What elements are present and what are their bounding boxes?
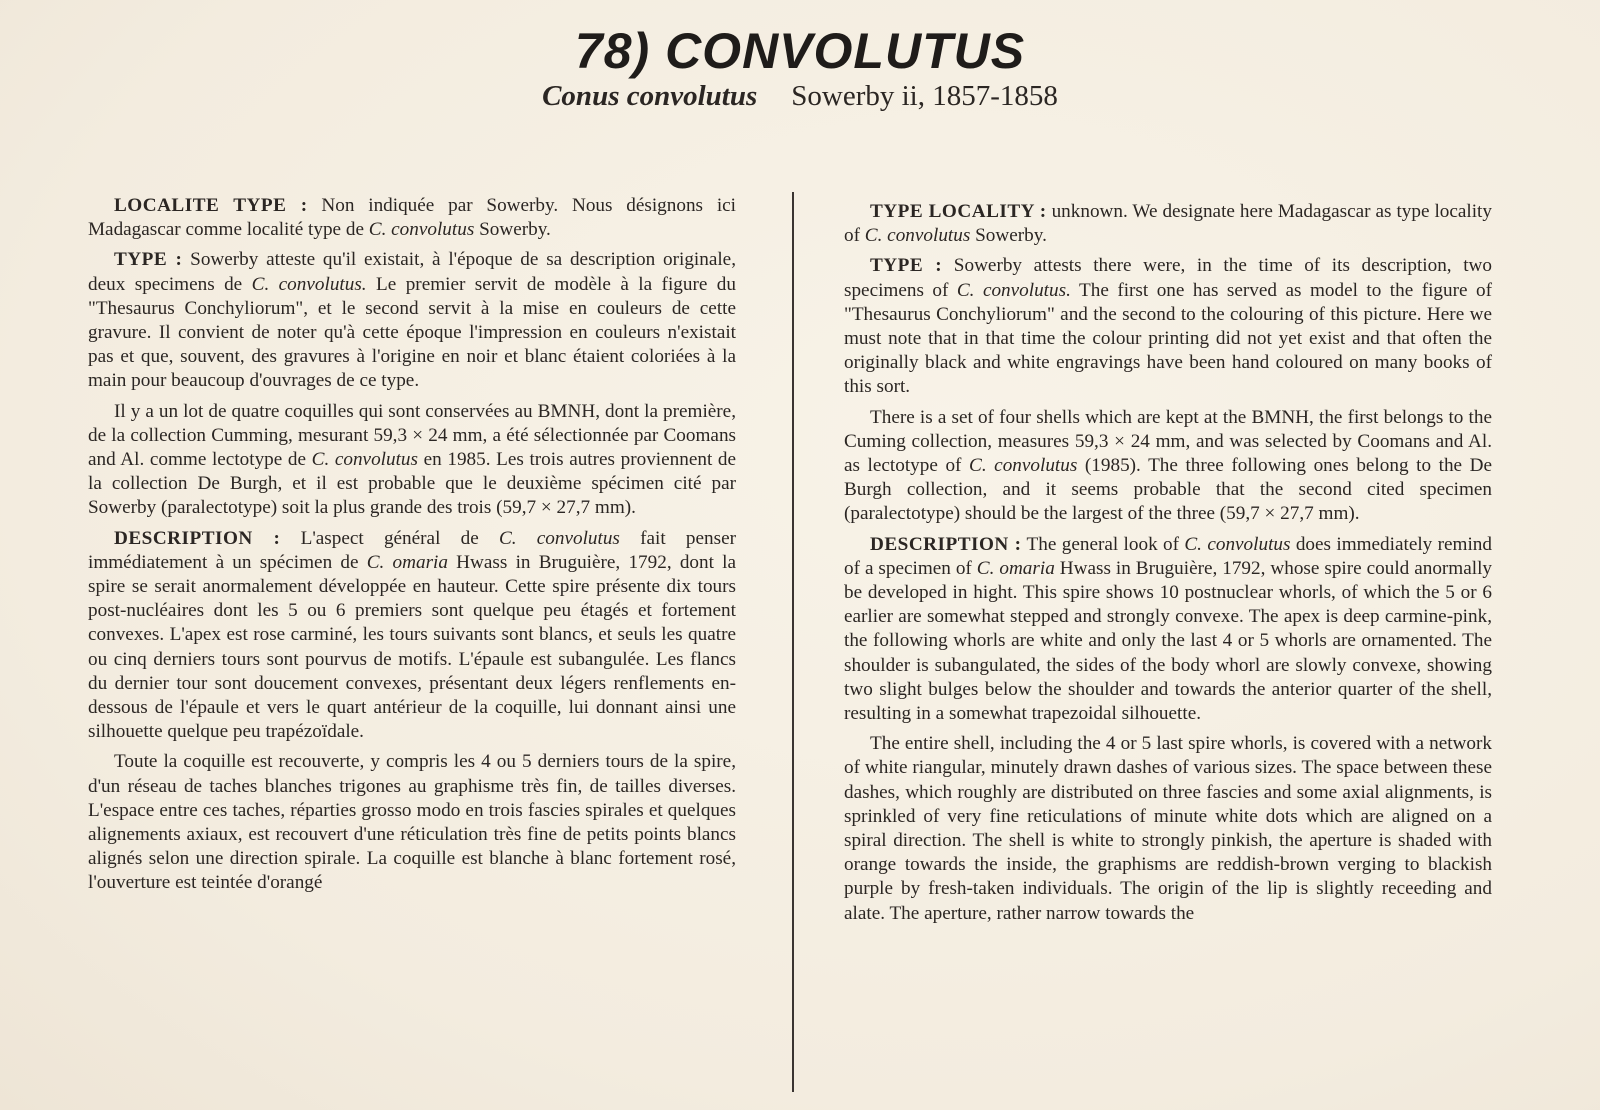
en-text: (1985). The three following ones belong to the De Burgh collection, and it seems probable that the second cited specimen (paralectotype) should be the largest of the three (59,7 × 27,7 mm). [844, 455, 1493, 525]
french-column [88, 194, 736, 902]
fr-text: fait penser immédiatement à un spécimen de [88, 527, 736, 573]
fr-type-heading: TYPE : [114, 249, 183, 271]
fr-type-locality-heading: LOCALITE TYPE : [114, 195, 308, 216]
fr-text: Non indiquée par Sowerby. Nous désignons ici Madagascar comme localité type de [88, 195, 736, 241]
fr-species-ref: C. convolutus [498, 527, 620, 549]
en-type-locality-paragraph [844, 200, 1492, 248]
en-text: unknown. We designate here Madagascar as type locality of [844, 201, 1492, 247]
fr-text: L'aspect général de [280, 527, 499, 549]
en-description-paragraph [844, 533, 1492, 727]
en-text: Sowerby. [970, 225, 1047, 247]
en-shell-paragraph: The entire shell, including the 4 or 5 last spire whorls, is covered with a network of white riangular, minutely drawn dashes of various sizes. The space between these dashes, which roughly are distributed on three fascies and some axial alignments, is sprinkled of very fine reticulations of minute white dots which are aligned on a spiral direction. The shell is white to strongly pinkish, the aperture is shaded with orange towards the inside, the graphisms are reddish-brown verging to blackish purple by fresh-taken individuals. The origin of the lip is slightly receeding and alate. The aperture, rather narrow towards the [844, 733, 1492, 924]
species-subtitle [0, 80, 1600, 113]
species-author: Sowerby ii, 1857-1858 [791, 80, 1058, 112]
fr-lot-paragraph [88, 400, 736, 521]
fr-text: Sowerby. [474, 219, 551, 241]
fr-text: en 1985. Les trois autres proviennent de la collection De Burgh, et il est probable que le deuxième spécimen cité par Sowerby (paralectotype) soit la plus grande des trois (59,7 × 27,7 mm). [88, 449, 737, 519]
en-description-heading: DESCRIPTION : [870, 533, 1022, 555]
en-species-ref: C. convolutus. [956, 279, 1071, 301]
en-type-heading: TYPE : [870, 255, 943, 277]
fr-type-locality-paragraph [88, 194, 736, 242]
fr-species-ref: C. convolutus [311, 449, 418, 471]
fr-description-heading: DESCRIPTION : [114, 527, 281, 549]
en-species-ref: C. convolutus [1184, 533, 1291, 555]
species-name: Conus convolutus [542, 80, 758, 112]
en-text: Sowerby attests there were, in the time of its description, two specimens of [844, 255, 1493, 301]
fr-species-ref: C. convolutus [368, 219, 475, 241]
fr-species-ref: C. convolutus. [251, 273, 367, 295]
fr-text: Le premier servit de modèle à la figure du "Thesaurus Conchyliorum", et le second servit à la mise en couleurs de cette gravure. Il convient de noter qu'à cette époque l'impression en couleurs n'existait pas et que, souvent, des gravures à l'origine en noir et blanc étaient coloriées à la main pour beaucoup d'ouvrages de ce type. [88, 273, 736, 392]
en-species-ref: C. convolutus [969, 455, 1078, 477]
en-text: There is a set of four shells which are kept at the BMNH, the first belongs to the Cuming collection, measures 59,3 × 24 mm, and was selected by Coomans and Al. as lectotype of [844, 406, 1492, 477]
fr-species-ref: C. omaria [366, 551, 448, 573]
english-column [844, 200, 1492, 932]
fr-text: Hwass in Bruguière, 1792, dont la spire se serait anormalement développée en hauteur. Cette spire présente dix tours post-nucléaires dont les 5 ou 6 premiers sont quelque peu étagés et fortement convexes. L'apex est rose carminé, les tours suivants sont blancs, et seuls les quatre ou cinq derniers tours sont pourvus de motifs. L'épaule est subangulée. Les flancs du dernier tour sont doucement convexes, présentant deux légers renflements en-dessous de l'épaule et vers le quart antérieur de la coquille, lui donnant ainsi une silhouette quelque peu trapézoïdale. [88, 551, 737, 743]
page-title: 78) CONVOLUTUS [574, 23, 1026, 79]
en-text: does immediately remind of a specimen of [844, 533, 1492, 579]
en-type-locality-heading: TYPE LOCALITY : [870, 201, 1047, 222]
fr-description-paragraph [88, 527, 736, 745]
column-divider [792, 192, 794, 1092]
fr-shell-paragraph: Toute la coquille est recouverte, y compris les 4 ou 5 derniers tours de la spire, d'un réseau de taches blanches trigones au graphisme très fin, de tailles diverses. L'espace entre ces taches, réparties grosso modo en trois fascies spirales et quelques alignements axiaux, est recouvert d'une réticulation très fine de petits points blancs alignés selon une direction spirale. La coquille est blanche à blanc fortement rosé, l'ouverture est teintée d'orangé [88, 751, 736, 894]
en-type-paragraph [844, 254, 1492, 399]
fr-text: Il y a un lot de quatre coquilles qui sont conservées au BMNH, dont la première, de la collection Cumming, mesurant 59,3 × 24 mm, a été sélectionnée par Coomans and Al. comme lectotype de [88, 400, 736, 471]
en-text: The first one has served as model to the figure of "Thesaurus Conchyliorum" and the second to the colouring of this picture. Here we must note that in that time the colour printing did not yet exist and that often the originally black and white engravings have been hand coloured on many books of this sort. [844, 279, 1492, 398]
en-species-ref: C. omaria [976, 557, 1055, 579]
en-text: The general look of [1021, 533, 1185, 555]
en-species-ref: C. convolutus [864, 225, 971, 247]
fr-type-paragraph [88, 248, 736, 393]
en-text: Hwass in Bruguière, 1792, whose spire could anormally be developed in hight. This spire shows 10 postnuclear whorls, of which the 5 or 6 earlier are somewhat stepped and strongly convexe. The apex is deep carmine-pink, the following whorls are white and only the last 4 or 5 whorls are ornamented. The shoulder is subangulated, the sides of the body whorl are slowly convexe, showing two slight bulges below the shoulder and towards the anterior quarter of the shell, resulting in a somewhat trapezoidal silhouette. [844, 557, 1493, 725]
en-set-paragraph [844, 406, 1492, 527]
fr-text: Sowerby atteste qu'il existait, à l'époque de sa description originale, deux specimens de [88, 249, 736, 295]
